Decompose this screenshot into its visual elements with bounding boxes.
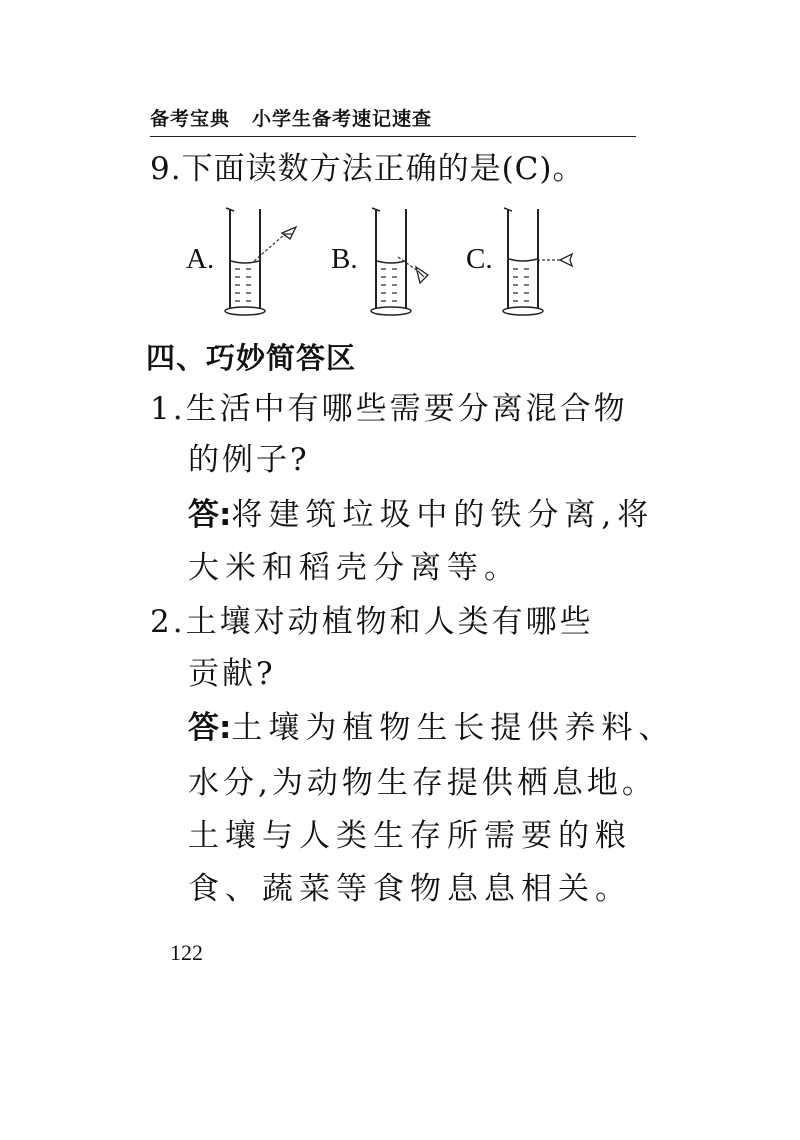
header-rule (150, 136, 636, 137)
answer-2-line-1 (188, 710, 675, 746)
question-1-line-2: 的例子? (188, 442, 310, 478)
answer-1-text: 将建筑垃圾中的铁分离,将 (231, 497, 655, 533)
page-number: 122 (170, 940, 203, 965)
question-9-text: 9.下面读数方法正确的是(C)。 (150, 151, 585, 187)
answer-2-prefix: 答: (188, 710, 232, 746)
answer-1-line-2: 大米和稻壳分离等。 (188, 550, 521, 586)
question-1-line-1: 1.生活中有哪些需要分离混合物 (150, 391, 628, 427)
book-title: 备考宝典 (150, 108, 231, 130)
question-2-line-2: 贡献? (188, 656, 276, 692)
option-c-cylinder-figure (500, 205, 590, 320)
option-a-label: A. (186, 243, 215, 275)
option-c-label: C. (466, 243, 493, 275)
answer-1-line-1 (188, 497, 654, 533)
answer-2-line-2: 水分,为动物生存提供栖息地。 (188, 765, 657, 801)
option-b-cylinder-figure (368, 205, 458, 320)
question-2-line-1: 2.土壤对动植物和人类有哪些 (150, 604, 594, 640)
option-a-cylinder-figure (222, 205, 312, 320)
answer-2-text: 土壤为植物生长提供养料、 (231, 710, 676, 746)
answer-2-line-3: 土壤与人类生存所需要的粮 (188, 818, 632, 854)
page-header (150, 104, 636, 131)
answer-1-prefix: 答: (188, 497, 232, 533)
section-title: 四、巧妙简答区 (146, 341, 357, 375)
option-b-label: B. (331, 243, 358, 275)
answer-2-line-4: 食、蔬菜等食物息息相关。 (188, 871, 632, 907)
book-subtitle: 小学生备考速记速查 (252, 108, 433, 130)
